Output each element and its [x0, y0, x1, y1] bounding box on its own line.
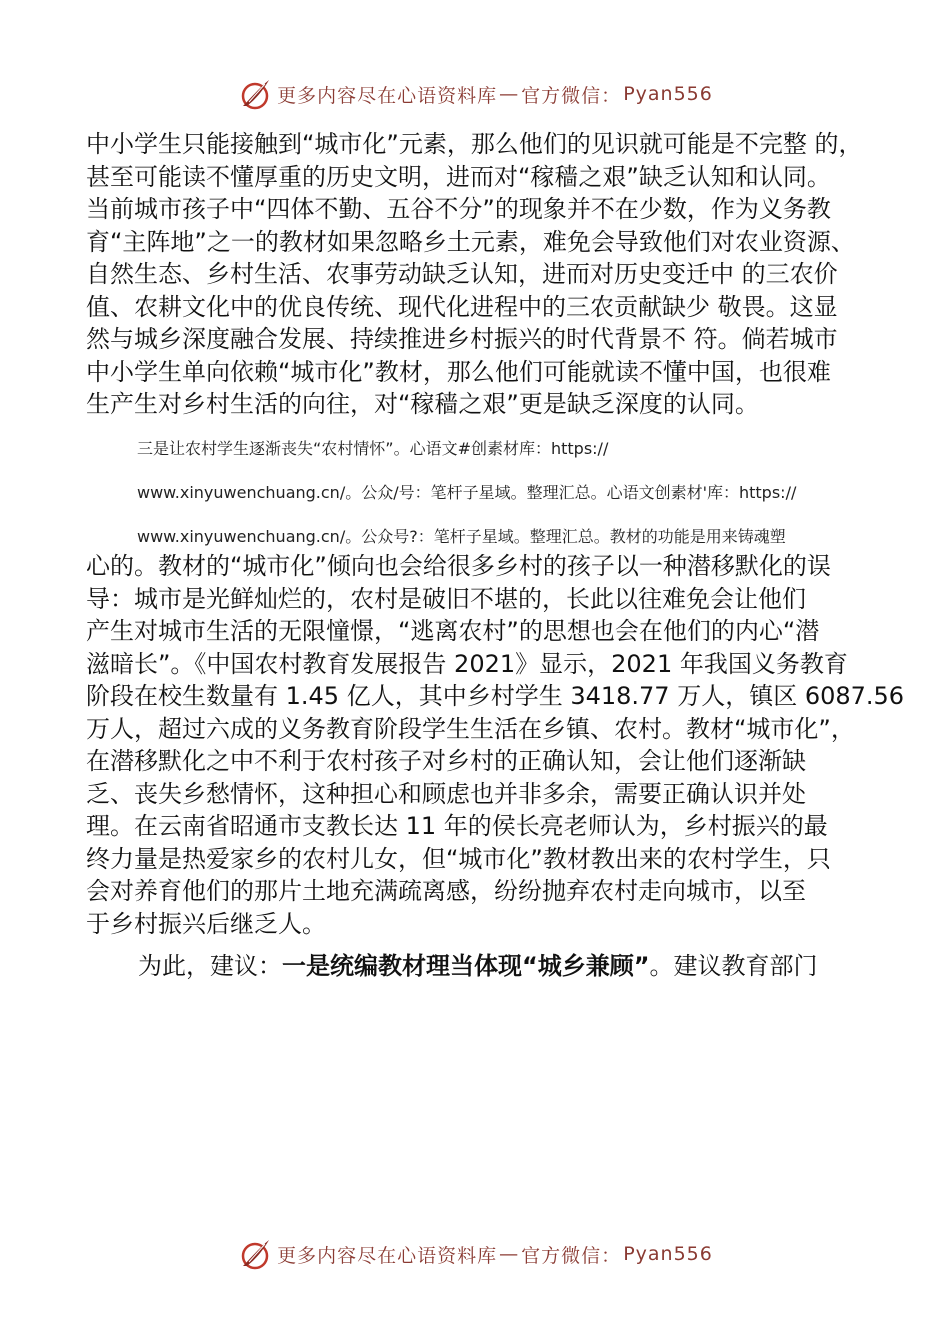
- suggestion-rest: 。建议教育部门: [649, 952, 818, 980]
- text-line: 终力量是热爱家乡的农村儿女，但“城市化”教材教出来的农村学生，只: [86, 844, 831, 873]
- quill-logo-icon: [237, 76, 273, 112]
- body-paragraph-3: [86, 950, 871, 983]
- body-paragraph-2: [86, 550, 905, 940]
- inserted-note-line: 三是让农村学生逐渐丧失“农村情怀”。心语文#创素材库：https://: [137, 439, 609, 458]
- text-line: 当前城市孩子中“四体不勤、五谷不分”的现象并不在少数，作为义务教: [86, 195, 831, 223]
- header-banner: [0, 74, 950, 114]
- text-line: 然与城乡深度融合发展、持续推进乡村振兴的时代背景不 符。倘若城市: [86, 325, 838, 353]
- text-line: 会对养育他们的那片土地充满疏离感，纷纷抛弃农村走向城市，以至: [86, 877, 806, 905]
- text-line: 滋暗长”。《中国农村教育发展报告 2021》显示，2021 年我国义务教育: [86, 649, 848, 678]
- suggestion-intro: 为此，建议：: [138, 952, 282, 980]
- text-line: 生产生对乡村生活的向往，对“稼穑之艰”更是缺乏深度的认同。: [86, 390, 759, 418]
- suggestion-emphasis: 一是统编教材理当体现“城乡兼顾”: [282, 952, 650, 980]
- banner-dash: —: [499, 83, 520, 105]
- quill-logo-icon: [237, 1236, 273, 1272]
- banner-slogan: 更多内容尽在心语资料库: [277, 1244, 498, 1267]
- text-line: 阶段在校生数量有 1.45 亿人，其中乡村学生 3418.77 万人，镇区 6087.56: [86, 682, 905, 710]
- banner-contact-id: Pyan556: [623, 83, 713, 105]
- text-line: 自然生态、乡村生活、农事劳动缺乏认知，进而对历史变迁中 的三农价: [86, 260, 838, 288]
- text-line: 中小学生只能接触到“城市化”元素，那么他们的见识就可能是不完整 的，: [86, 130, 863, 158]
- text-line: 于乡村振兴后继乏人。: [86, 909, 326, 938]
- text-line: 万人，超过六成的义务教育阶段学生生活在乡镇、农村。教材“城市化”，: [86, 714, 855, 743]
- text-line: 值、农耕文化中的优良传统、现代化进程中的三农贡献缺少 敬畏。这显: [86, 292, 838, 321]
- text-line: 育“主阵地”之一的教材如果忽略乡土元素，难免会导致他们对农业资源、: [86, 227, 855, 256]
- banner-slogan: 更多内容尽在心语资料库: [277, 84, 498, 107]
- inserted-note-line: www.xinyuwenchuang.cn/。公众号?：笔杆子星域。整理汇总。教材的功能是用来铸魂塑: [137, 527, 786, 546]
- text-line: 心的。教材的“城市化”倾向也会给很多乡村的孩子以一种潜移默化的误: [86, 552, 831, 580]
- text-line: 在潜移默化之中不利于农村孩子对乡村的正确认知，会让他们逐渐缺: [86, 747, 806, 775]
- body-paragraph-1: [86, 128, 871, 421]
- banner-dash: —: [499, 1243, 520, 1265]
- banner-contact-label: 官方微信：: [521, 84, 622, 107]
- banner-contact-label: 官方微信：: [521, 1244, 622, 1267]
- text-line: 乏、丧失乡愁情怀，这种担心和顾虑也并非多余，需要正确认识并处: [86, 779, 806, 808]
- text-line: 中小学生单向依赖“城市化”教材，那么他们可能就读不懂中国，也很难: [86, 357, 831, 386]
- text-line: 甚至可能读不懂厚重的历史文明，进而对“稼穑之艰”缺乏认知和认同。: [86, 162, 831, 191]
- text-line: 导：城市是光鲜灿烂的，农村是破旧不堪的，长此以往难免会让他们: [86, 584, 806, 613]
- footer-banner: [0, 1234, 950, 1274]
- banner-contact-id: Pyan556: [623, 1243, 713, 1265]
- text-line: 产生对城市生活的无限憧憬，“逃离农村”的思想也会在他们的内心“潜: [86, 617, 820, 645]
- text-line: 理。在云南省昭通市支教长达 11 年的侯长亮老师认为，乡村振兴的最: [86, 812, 828, 840]
- inserted-note-line: www.xinyuwenchuang.cn/。公众/号：笔杆子星域。整理汇总。心语文创素材'库：https://: [137, 483, 797, 502]
